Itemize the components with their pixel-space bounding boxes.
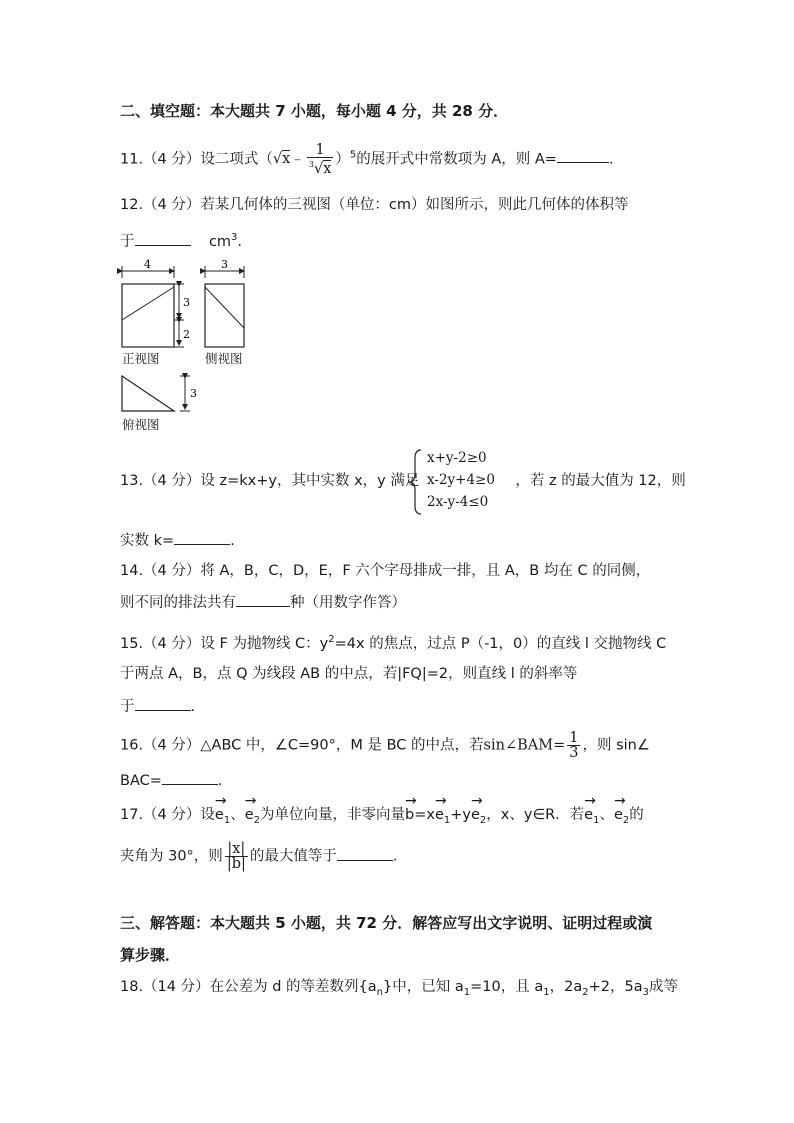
constraint-3: 2x-y-4≤0 — [427, 494, 489, 510]
question-13-line-1: 13.（4 分）设 z=kx+y，其中实数 x，y 满足 ，若 z 的最大值为 12，则 — [120, 473, 686, 489]
question-17-line-1: 17.（4 分）设→ $e_1$、→ $e_2$为单位向量，非零向量→ $b=x\to e_1+y\to e_2$，x、y∈R．若→ $e_1$、→ $e_2$的 — [120, 805, 644, 831]
side-width-label: 3 — [221, 258, 228, 271]
question-16-line-1: 16.（4 分）△ABC 中，∠C=90°，M 是 BC 的中点，若sin∠BAM= $\frac{1}{3}$ ，则 sin∠ — [120, 730, 650, 761]
question-15-line-2: 于两点 A，B，点 Q 为线段 AB 的中点，若|FQ|=2，则直线 l 的斜率等 — [120, 666, 578, 682]
fraction-1-over-cbrt-x: $\frac{1}{^3√x}$ — [308, 142, 332, 177]
question-14-line-1: 14.（4 分）将 A，B，C，D，E，F 六个字母排成一排，且 A，B 均在 C 的同侧， — [120, 563, 651, 579]
fraction-x-over-b: $\frac{|x|}{|b|}$ — [226, 841, 246, 872]
question-12-line-2: 于 $cm^3$. — [120, 232, 243, 250]
question-12-line-1: 12.（4 分）若某几何体的三视图（单位：cm）如图所示，则此几何体的体积等 — [120, 197, 629, 213]
front-height-bottom-label: 2 — [183, 328, 190, 341]
top-height-label: 3 — [190, 387, 197, 400]
label-front-view: 正视图 — [122, 351, 160, 366]
vector-e2-angle: → $e_2$ — [614, 805, 629, 831]
vector-e1-angle: → $e_1$ — [584, 805, 599, 831]
vector-e1-term: → $e_1$ — [435, 805, 450, 831]
vector-e1: → $e_1$ — [215, 805, 230, 831]
question-18: 18.（14 分）在公差为 d 的等差数列$\{a_n\}$中，已知 $a_1=10$，且 $a_1$，$2a_2+2$，$5a_3$成等 — [120, 979, 678, 998]
answer-blank-16[interactable] — [162, 770, 218, 785]
question-15-line-1: 15.（4 分）设 F 为抛物线 C：$y^2=4x$ 的焦点，过点 P（-1，0）的直线 l 交抛物线 C — [120, 634, 667, 652]
three-view-figure — [112, 256, 262, 436]
vector-b: → b — [405, 805, 414, 825]
vector-e2: → $e_2$ — [245, 805, 260, 831]
fraction-one-third: $\frac{1}{3}$ — [569, 730, 579, 761]
answer-blank-11[interactable] — [557, 148, 609, 163]
vector-e2-term: → $e_2$ — [471, 805, 486, 831]
answer-blank-15[interactable] — [135, 696, 191, 711]
question-16-line-2: BAC= . — [120, 770, 223, 791]
front-view — [122, 258, 190, 347]
question-11: 11.（4 分）设二项式（√x﹣ $\frac{1}{^3√x}$ ）$^5$的展开式中常数项为 A，则 A= . — [120, 142, 614, 177]
front-height-top-label: 3 — [183, 296, 190, 309]
label-top-view: 俯视图 — [122, 417, 160, 432]
question-13-line-2: 实数 k= . — [120, 530, 235, 551]
question-15-line-3: 于 . — [120, 696, 195, 717]
front-width-label: 4 — [144, 258, 151, 271]
label-side-view: 侧视图 — [205, 351, 243, 366]
answer-blank-14[interactable] — [236, 592, 290, 607]
constraint-2: x-2y+4≥0 — [427, 472, 495, 488]
sqrt-x: √x — [272, 151, 291, 168]
answer-blank-12[interactable] — [135, 231, 191, 246]
section-2-heading: 二、填空题：本大题共 7 小题，每小题 4 分，共 28 分． — [120, 102, 509, 120]
question-17-line-2: 夹角为 30°，则 $\frac{|x|}{|b|}$ 的最大值等于 . — [120, 841, 398, 872]
system-brace — [405, 448, 425, 516]
answer-blank-17[interactable] — [337, 846, 393, 861]
section-3-heading-line-2: 算步骤． — [120, 946, 181, 964]
side-view — [205, 258, 244, 347]
top-view — [122, 376, 197, 411]
question-14-line-2: 则不同的排法共有 种（用数字作答） — [120, 592, 406, 613]
section-3-heading-line-1: 三、解答题：本大题共 5 小题，共 72 分．解答应写出文字说明、证明过程或演 — [120, 914, 653, 932]
answer-blank-13[interactable] — [174, 530, 230, 545]
constraint-1: x+y-2≥0 — [427, 450, 487, 466]
